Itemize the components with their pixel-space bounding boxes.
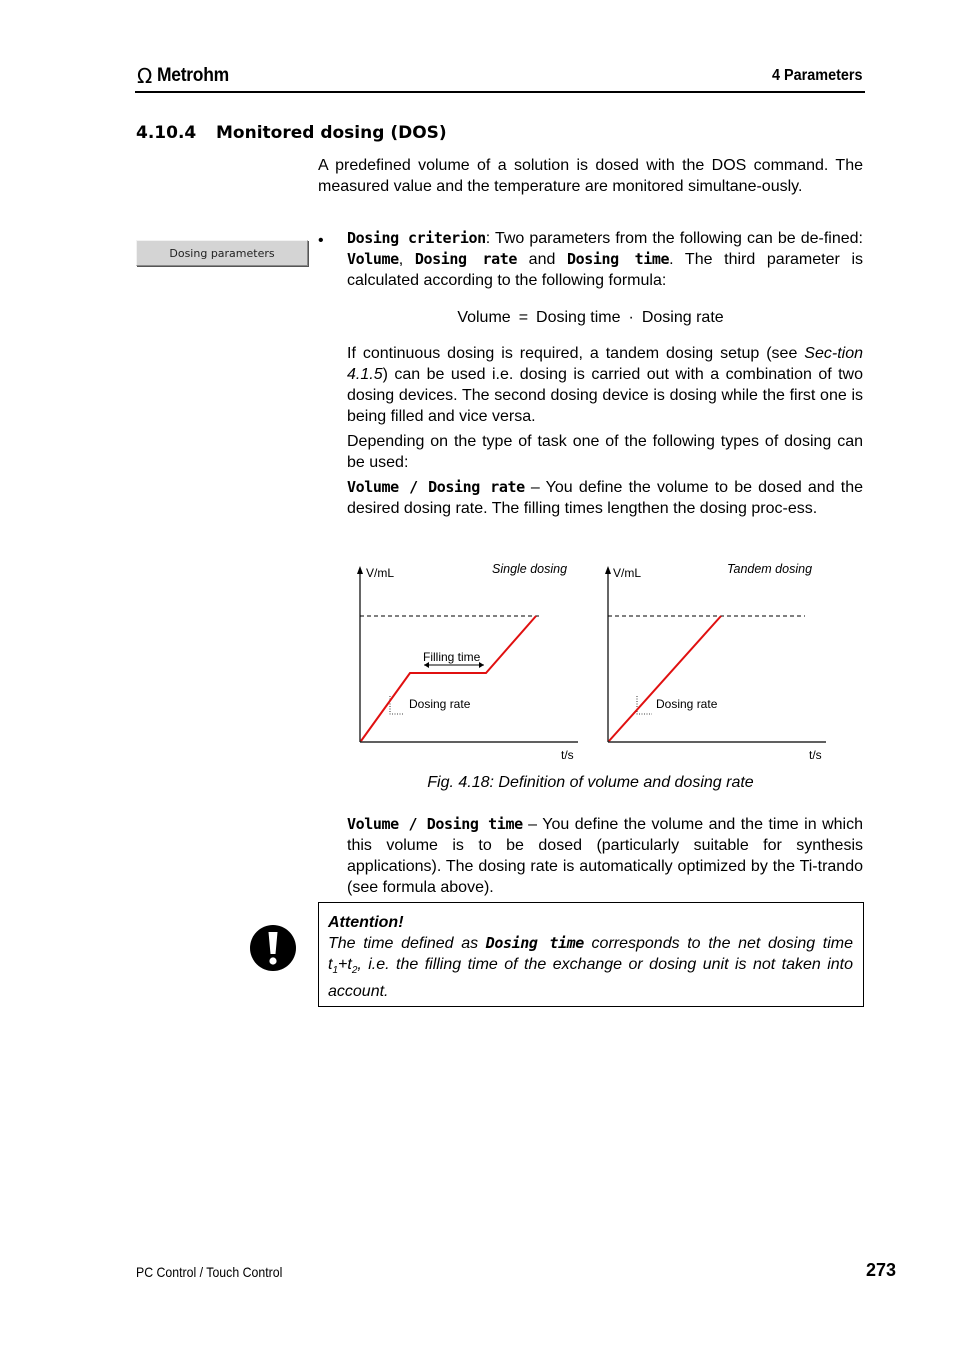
attention-text-part: , i.e. the filling time of the exchange or dosing unit is not taken into account. — [328, 956, 853, 1001]
logo-text: Metrohm — [157, 65, 230, 86]
figure-caption: Fig. 4.18: Definition of volume and dosing rate — [427, 774, 754, 791]
attention-text — [328, 933, 853, 1002]
tandem-dosing-curve — [609, 616, 721, 741]
dosing-rate-term: Dosing rate — [414, 250, 518, 268]
formula-term2: Dosing rate — [641, 309, 724, 326]
volume-dosing-rate-term: Volume / Dosing rate — [347, 478, 525, 496]
filling-time-label: Filling time — [423, 650, 481, 664]
attention-text-part: +t — [338, 956, 352, 973]
chart-title: Single dosing — [492, 562, 568, 576]
separator: and — [517, 251, 567, 268]
formula-term1: Dosing time — [536, 309, 621, 326]
subscript: 1 — [332, 965, 339, 977]
y-axis-arrow-icon — [605, 566, 611, 574]
chapter-heading: 4 Parameters — [772, 67, 863, 84]
metrohm-logo — [137, 64, 235, 88]
volume-term: Volume — [347, 250, 399, 268]
section-title — [136, 123, 447, 143]
attention-box — [318, 902, 864, 1007]
volume-dosing-rate-paragraph — [347, 477, 863, 519]
header-divider — [135, 91, 865, 93]
bullet-text: : Two parameters from the following can be de-fined: — [485, 230, 864, 247]
tandem-text: If continuous dosing is required, a tandem dosing setup (see — [347, 345, 805, 362]
page-number: 273 — [865, 1260, 896, 1280]
bullet-icon: • — [318, 232, 324, 249]
omega-logo-icon: Ω — [137, 64, 153, 88]
x-axis-label: t/s — [809, 748, 822, 762]
y-axis-arrow-icon — [357, 566, 363, 574]
volume-dosing-time-text: – You define the volume and the time in which this volume is to be dosed (particularly suitable for synthesis applications). The dosing rate is automatically optimized by the Ti-trando (see formula above). — [347, 816, 863, 896]
dosing-criterion-term: Dosing criterion — [347, 229, 486, 247]
tandem-dosing-chart — [588, 556, 838, 766]
attention-title: Attention! — [328, 914, 404, 931]
dosing-time-term: Dosing time — [567, 250, 670, 268]
dosing-rate-label: Dosing rate — [656, 697, 718, 711]
dosing-parameters-button[interactable]: Dosing parameters — [136, 240, 308, 266]
intro-paragraph: A predefined volume of a solution is dosed with the DOS command. The measured value and the temperature are monitored simultane-ously. — [318, 157, 863, 195]
section-number: 4.10.4 — [136, 123, 197, 143]
tandem-paragraph — [347, 343, 863, 427]
x-axis-label: t/s — [561, 748, 574, 762]
single-dosing-curve — [361, 616, 536, 741]
volume-dosing-rate-text: – You define the volume to be dosed and the desired dosing rate. The filling times lengthen the dosing proc-ess. — [347, 479, 863, 517]
attention-text-part: corresponds to the net dosing time t — [328, 935, 854, 973]
exclamation-icon — [249, 924, 297, 972]
y-axis-label: V/mL — [613, 566, 642, 580]
chart-title: Tandem dosing — [727, 562, 813, 576]
formula-lhs: Volume — [457, 309, 511, 326]
dosing-criterion-paragraph — [347, 228, 863, 291]
section-heading-text: Monitored dosing (DOS) — [216, 123, 447, 143]
bullet-text: . The third parameter is calculated according to the following formula: — [347, 251, 864, 289]
rate-triangle — [637, 696, 652, 714]
formula-equals: = — [518, 309, 529, 326]
volume-dosing-time-term: Volume / Dosing time — [347, 815, 523, 833]
volume-dosing-time-paragraph — [347, 814, 863, 898]
tandem-text: ) can be used i.e. dosing is carried out with a combination of two dosing devices. The second dosing device is dosing while the first one is being filled and vice versa. — [347, 366, 863, 425]
types-paragraph: Depending on the type of task one of the following types of dosing can be used: — [347, 433, 863, 471]
single-dosing-chart — [340, 556, 590, 766]
dosing-time-term: Dosing time — [485, 934, 584, 952]
y-axis-label: V/mL — [366, 566, 395, 580]
separator: , — [398, 251, 415, 268]
dosing-rate-label: Dosing rate — [409, 697, 471, 711]
attention-text-part: The time defined as — [328, 935, 486, 952]
footer-product: PC Control / Touch Control — [136, 1264, 283, 1280]
section-reference: Sec-tion 4.1.5 — [347, 345, 863, 383]
formula — [318, 309, 863, 327]
formula-dot: · — [628, 309, 634, 326]
subscript: 2 — [351, 965, 358, 977]
